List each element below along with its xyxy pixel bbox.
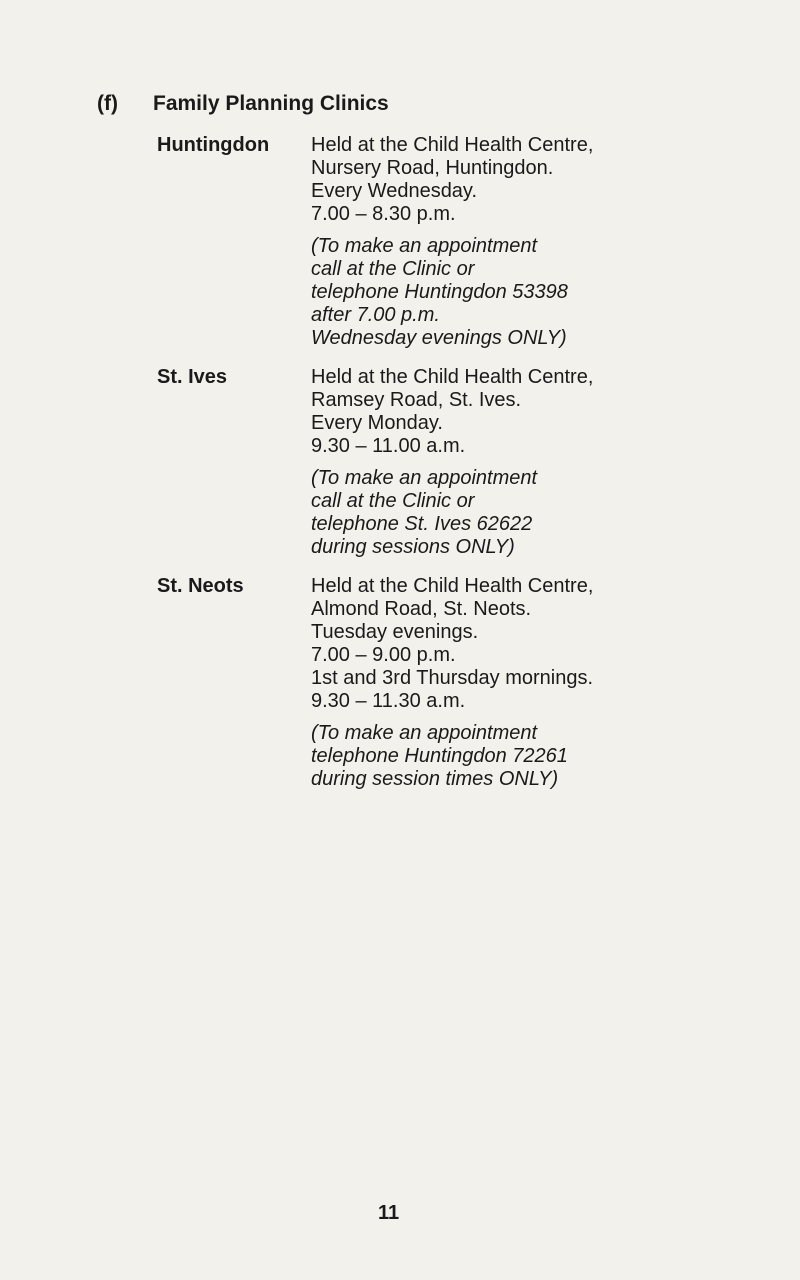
clinic-place: Huntingdon — [157, 134, 270, 156]
note-line: during sessions ONLY) — [311, 536, 515, 558]
appointment-note — [311, 235, 751, 350]
appointment-note — [311, 467, 751, 559]
note-line: (To make an appointment — [311, 467, 538, 489]
detail-line: Every Wednesday. — [311, 180, 478, 202]
section-heading — [97, 92, 389, 116]
clinic-details — [311, 134, 751, 350]
section-title: Family Planning Clinics — [153, 92, 389, 115]
detail-line: 9.30 – 11.30 a.m. — [311, 690, 466, 712]
note-line: telephone St. Ives 62622 — [311, 513, 533, 535]
note-line: (To make an appointment — [311, 722, 538, 744]
detail-line: Almond Road, St. Neots. — [311, 598, 532, 620]
detail-line: Tuesday evenings. — [311, 621, 479, 643]
note-line: call at the Clinic or — [311, 490, 475, 512]
note-line: call at the Clinic or — [311, 258, 475, 280]
appointment-note — [311, 722, 751, 791]
clinic-place: St. Ives — [157, 366, 228, 388]
detail-line: 7.00 – 9.00 p.m. — [311, 644, 456, 666]
detail-line: Held at the Child Health Centre, — [311, 575, 594, 597]
detail-line: Nursery Road, Huntingdon. — [311, 157, 554, 179]
note-line: during session times ONLY) — [311, 768, 559, 790]
note-line: Wednesday evenings ONLY) — [311, 327, 567, 349]
clinic-place: St. Neots — [157, 575, 244, 597]
note-line: after 7.00 p.m. — [311, 304, 440, 326]
detail-line: Ramsey Road, St. Ives. — [311, 389, 522, 411]
detail-line: Every Monday. — [311, 412, 443, 434]
clinic-details — [311, 575, 751, 791]
section-marker: (f) — [97, 92, 118, 115]
detail-line: Held at the Child Health Centre, — [311, 134, 594, 156]
clinic-details — [311, 366, 751, 559]
note-line: telephone Huntingdon 72261 — [311, 745, 568, 767]
detail-line: 9.30 – 11.00 a.m. — [311, 435, 466, 457]
page-number: 11 — [378, 1202, 400, 1224]
note-line: telephone Huntingdon 53398 — [311, 281, 568, 303]
detail-line: 7.00 – 8.30 p.m. — [311, 203, 456, 225]
detail-line: 1st and 3rd Thursday mornings. — [311, 667, 594, 689]
note-line: (To make an appointment — [311, 235, 538, 257]
detail-line: Held at the Child Health Centre, — [311, 366, 594, 388]
